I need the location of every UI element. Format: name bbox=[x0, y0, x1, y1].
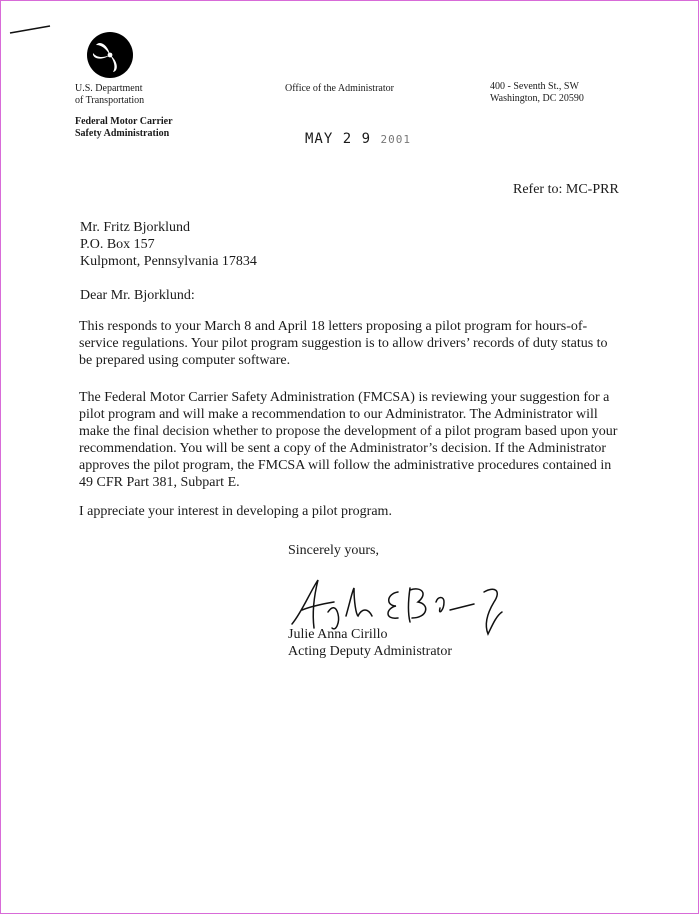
office-name: Office of the Administrator bbox=[285, 83, 394, 94]
recipient-box: P.O. Box 157 bbox=[80, 237, 155, 252]
address-line-2: Washington, DC 20590 bbox=[490, 93, 584, 104]
paragraph-3: I appreciate your interest in developing a pilot program. bbox=[79, 504, 392, 519]
date-stamp-month-day: MAY 2 9 bbox=[305, 131, 372, 147]
address-line-1: 400 - Seventh St., SW bbox=[490, 81, 579, 92]
agency-line-2: Safety Administration bbox=[75, 128, 170, 139]
date-stamp-year: 2001 bbox=[380, 133, 411, 146]
dept-line-1: U.S. Department bbox=[75, 83, 143, 94]
paragraph-2: The Federal Motor Carrier Safety Administration (FMCSA) is reviewing your suggestion for a pilot program and will make a recommendation to our Administrator. The Administrator will make the final decision whether to propose the development of a pilot program based upon your recommendation. You will be sent a copy of the Administrator’s decision. If the Administrator approves the pilot program, the FMCSA will follow the administrative procedures contained in 49 CFR Part 381, Subpart E. bbox=[79, 390, 618, 490]
paragraph-1: This responds to your March 8 and April 18 letters proposing a pilot program for hours-of-service regulations. Your pilot program suggestion is to allow drivers’ records of duty status to be prepared using computer software. bbox=[79, 319, 608, 368]
closing: Sincerely yours, bbox=[288, 543, 379, 558]
recipient-name: Mr. Fritz Bjorklund bbox=[80, 220, 191, 235]
dept-line-2: of Transportation bbox=[75, 95, 145, 106]
pen-mark bbox=[8, 22, 52, 38]
signer-title: Acting Deputy Administrator bbox=[288, 644, 453, 659]
salutation: Dear Mr. Bjorklund: bbox=[80, 288, 195, 303]
date-stamp bbox=[305, 131, 411, 147]
refer-to: Refer to: MC-PRR bbox=[513, 182, 619, 197]
dot-triskelion-logo-icon bbox=[86, 31, 134, 79]
recipient-city: Kulpmont, Pennsylvania 17834 bbox=[80, 254, 257, 269]
signer-name: Julie Anna Cirillo bbox=[288, 627, 388, 642]
agency-line-1: Federal Motor Carrier bbox=[75, 116, 173, 127]
